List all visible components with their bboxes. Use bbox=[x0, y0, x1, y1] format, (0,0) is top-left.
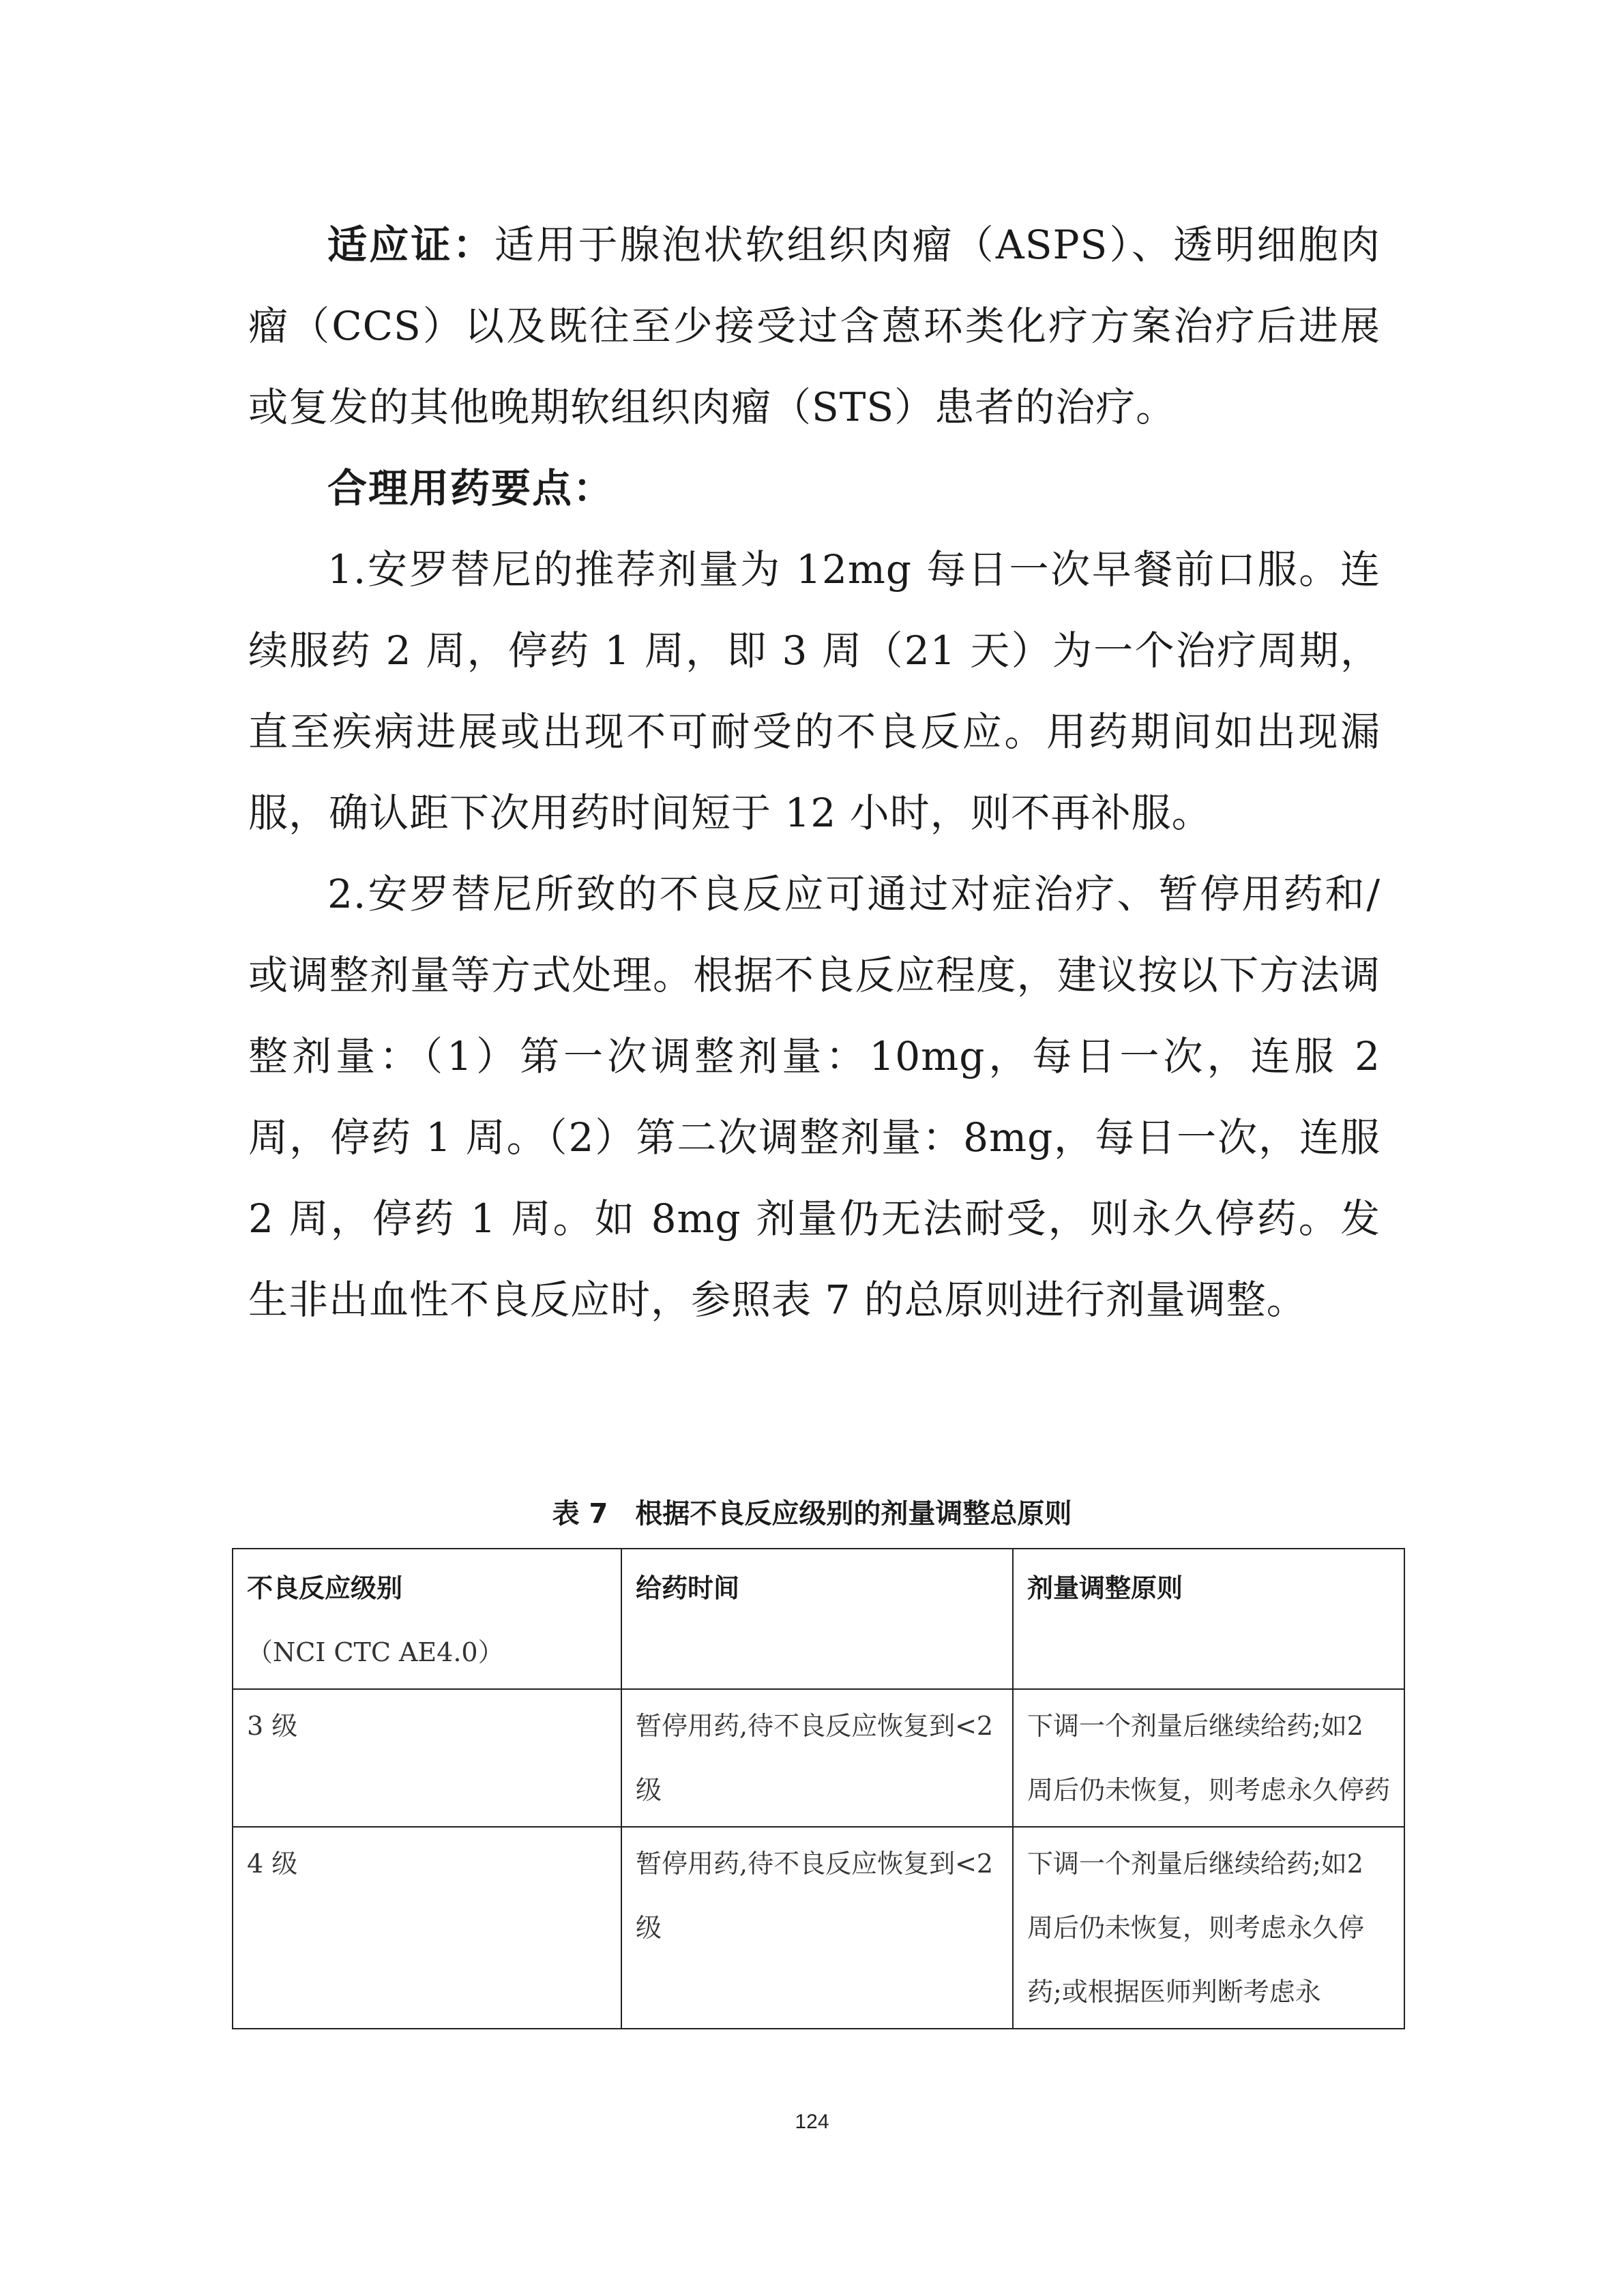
table-caption: 表 7 根据不良反应级别的剂量调整总原则 bbox=[552, 1498, 1072, 1530]
table-row bbox=[233, 1689, 1404, 1827]
header-grade bbox=[233, 1549, 621, 1689]
indication-label: 适应证： bbox=[327, 222, 494, 268]
point-2-paragraph: 2.安罗替尼所致的不良反应可通过对症治疗、暂停用药和/或调整剂量等方式处理。根据不良反应程度，建议按以下方法调整剂量：（1）第一次调整剂量：10mg，每日一次，连服 2 周，停药 1 周。（2）第二次调整剂量：8mg，每日一次，连服 2 周，停药 1 周。如 8mg 剂量仍无法耐受，则永久停药。发生非出血性不良反应时，参照表 7 的总原则进行剂量调整。 bbox=[248, 871, 1381, 1323]
row-principle-cell: 下调一个剂量后继续给药;如2 周后仍未恢复，则考虑永久停药;或根据医师判断考虑永 bbox=[1013, 1827, 1404, 2029]
row-timing-cell: 暂停用药,待不良反应恢复到<2 级 bbox=[621, 1827, 1013, 2029]
indication-paragraph bbox=[248, 205, 1381, 448]
dose-adjustment-table bbox=[232, 1548, 1405, 2029]
key-points-heading: 合理用药要点： bbox=[327, 465, 615, 511]
document-body bbox=[248, 205, 1381, 1341]
indication-text: 适用于腺泡状软组织肉瘤（ASPS）、透明细胞肉瘤（CCS）以及既往至少接受过含蒽环类化疗方案治疗后进展或复发的其他晚期软组织肉瘤（STS）患者的治疗。 bbox=[248, 222, 1381, 430]
table-row bbox=[233, 1827, 1404, 2029]
header-principle: 剂量调整原则 bbox=[1013, 1549, 1404, 1689]
row-grade-cell: 4 级 bbox=[233, 1827, 621, 2029]
header-timing: 给药时间 bbox=[621, 1549, 1013, 1689]
header-grade-sub: （NCI CTC AE4.0） bbox=[247, 1637, 504, 1667]
row-principle-cell: 下调一个剂量后继续给药;如2 周后仍未恢复，则考虑永久停药 bbox=[1013, 1689, 1404, 1827]
page-number: 124 bbox=[795, 2111, 829, 2133]
row-timing-cell: 暂停用药,待不良反应恢复到<2 级 bbox=[621, 1689, 1013, 1827]
header-grade-label: 不良反应级别 bbox=[247, 1573, 403, 1603]
row-grade-cell: 3 级 bbox=[233, 1689, 621, 1827]
table-header-row bbox=[233, 1549, 1404, 1689]
point-1-paragraph: 1.安罗替尼的推荐剂量为 12mg 每日一次早餐前口服。连续服药 2 周，停药 1 周，即 3 周（21 天）为一个治疗周期，直至疾病进展或出现不可耐受的不良反应。用药期间如出现漏服，确认距下次用药时间短于 12 小时，则不再补服。 bbox=[248, 546, 1381, 836]
